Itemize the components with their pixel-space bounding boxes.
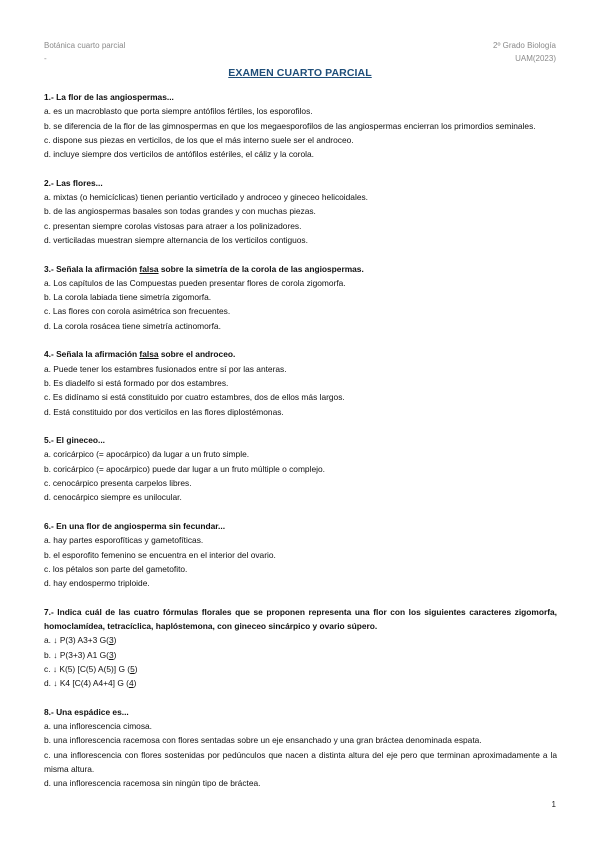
underlined-word: falsa — [139, 349, 159, 360]
option-d: d. Está constituido por dos verticilos en las flores diplostémonas. — [44, 406, 284, 417]
question-8 — [44, 705, 557, 791]
header-right — [493, 39, 556, 65]
question-6 — [44, 519, 557, 590]
question-7 — [44, 605, 557, 691]
formula-suffix: ) — [113, 649, 117, 660]
formula-option-b — [44, 648, 557, 662]
question-3 — [44, 262, 557, 333]
option-c: c. Es didínamo si está constituido por cuatro estambres, dos de ellos más largos. — [44, 392, 345, 403]
formula-suffix: ) — [133, 678, 137, 689]
header-degree: 2º Grado Biología — [493, 41, 556, 50]
question-4 — [44, 347, 557, 418]
header-left — [44, 39, 125, 65]
formula-prefix: c. ↓ K(5) [C(5) A(5)] G ( — [44, 663, 131, 674]
option-a: a. es un macroblasto que porta siempre antófilos fértiles, los esporofilos. — [44, 106, 313, 117]
formula-prefix: d. ↓ K4 [C(4) A4+4] G ( — [44, 678, 129, 689]
option-b: b. coricárpico (= apocárpico) puede dar lugar a un fruto múltiple o complejo. — [44, 463, 325, 474]
option-b: b. La corola labiada tiene simetría zigomorfa. — [44, 292, 212, 303]
option-b: b. de las angiospermas basales son todas grandes y con muchas piezas. — [44, 206, 316, 217]
option-b: b. una inflorescencia racemosa con flores sentadas sobre un eje ensanchado y una gran bráctea denominada espata. — [44, 735, 482, 746]
question-5 — [44, 433, 557, 504]
option-c: c. Las flores con corola asimétrica son frecuentes. — [44, 306, 231, 317]
question-title: 8.- Una espádice es... — [44, 706, 129, 717]
question-2 — [44, 176, 557, 247]
option-c: c. los pétalos son parte del gametofito. — [44, 563, 188, 574]
underlined-carpel-count: 3 — [108, 635, 114, 646]
option-d: d. verticiladas muestran siempre alternancia de los verticilos contiguos. — [44, 234, 308, 245]
question-title — [44, 262, 557, 276]
question-title-start: 4.- Señala la afirmación — [44, 349, 140, 360]
formula-suffix: ) — [134, 663, 138, 674]
option-d: d. hay endospermo triploide. — [44, 578, 150, 589]
option-b: b. el esporofito femenino se encuentra en el interior del ovario. — [44, 549, 276, 560]
option-c: c. una inflorescencia con flores sostenidas por pedúnculos que nacen a distinta altura del eje pero que terminan aproximadamente a la misma altura. — [44, 749, 557, 774]
option-d: d. incluye siempre dos verticilos de antófilos estériles, el cáliz y la corola. — [44, 149, 314, 160]
question-title-start: 3.- Señala la afirmación — [44, 263, 140, 274]
option-d: d. cenocárpico siempre es unilocular. — [44, 492, 182, 503]
underlined-word: falsa — [139, 263, 159, 274]
formula-option-a — [44, 633, 557, 647]
option-a: a. mixtas (o hemicíclicas) tienen periantio verticilado y androceo y gineceo helicoidales. — [44, 192, 368, 203]
formula-option-c — [44, 662, 557, 676]
question-1 — [44, 90, 557, 161]
option-c: c. cenocárpico presenta carpelos libres. — [44, 478, 192, 489]
question-title-end: sobre la simetría de la corola de las angiospermas. — [158, 263, 364, 274]
header-course: Botánica cuarto parcial — [44, 41, 126, 50]
header-university: UAM(2023) — [515, 54, 556, 63]
exam-title: EXAMEN CUARTO PARCIAL — [228, 67, 372, 79]
underlined-carpel-count: 4 — [128, 678, 134, 689]
questions-list — [44, 90, 557, 805]
header-dash: - — [44, 54, 47, 63]
formula-suffix: ) — [113, 635, 117, 646]
option-b: b. se diferencia de la flor de las gimnospermas en que los megaesporofilos de las angiospermas encierran los primordios seminales. — [44, 120, 536, 131]
option-a: a. coricárpico (= apocárpico) da lugar a un fruto simple. — [44, 449, 250, 460]
option-d: d. una inflorescencia racemosa sin ningún tipo de bráctea. — [44, 778, 261, 789]
option-b: b. Es diadelfo si está formado por dos estambres. — [44, 377, 229, 388]
question-title: 7.- Indica cuál de las cuatro fórmulas florales que se proponen representa una flor con los siguientes caracteres zigomorfa, homoclamídea, tetracíclica, haplóstemona, con gineceo sincárpico y ovario súpero. — [44, 606, 557, 631]
underlined-carpel-count: 3 — [108, 649, 114, 660]
option-a: a. una inflorescencia cimosa. — [44, 721, 152, 732]
question-title: 2.- Las flores... — [44, 177, 103, 188]
question-title: 1.- La flor de las angiospermas... — [44, 92, 174, 102]
formula-option-d — [44, 676, 557, 690]
option-d: d. La corola rosácea tiene simetría actinomorfa. — [44, 320, 221, 331]
option-a: a. Puede tener los estambres fusionados entre sí por las anteras. — [44, 363, 287, 374]
question-title: 6.- En una flor de angiosperma sin fecundar... — [44, 520, 226, 531]
question-title-end: sobre el androceo. — [158, 349, 236, 360]
option-c: c. dispone sus piezas en verticilos, de los que el más interno suele ser el androceo. — [44, 134, 354, 145]
question-title — [44, 347, 557, 361]
option-a: a. hay partes esporofíticas y gametofíticas. — [44, 535, 204, 546]
page-number: 1 — [551, 800, 556, 809]
option-a: a. Los capítulos de las Compuestas pueden presentar flores de corola zigomorfa. — [44, 277, 346, 288]
formula-prefix: a. ↓ P(3) A3+3 G( — [44, 635, 109, 646]
question-title: 5.- El gineceo... — [44, 435, 105, 446]
formula-prefix: b. ↓ P(3+3) A1 G( — [44, 649, 109, 660]
option-c: c. presentan siempre corolas vistosas para atraer a los polinizadores. — [44, 220, 302, 231]
underlined-carpel-count: 5 — [130, 663, 135, 674]
